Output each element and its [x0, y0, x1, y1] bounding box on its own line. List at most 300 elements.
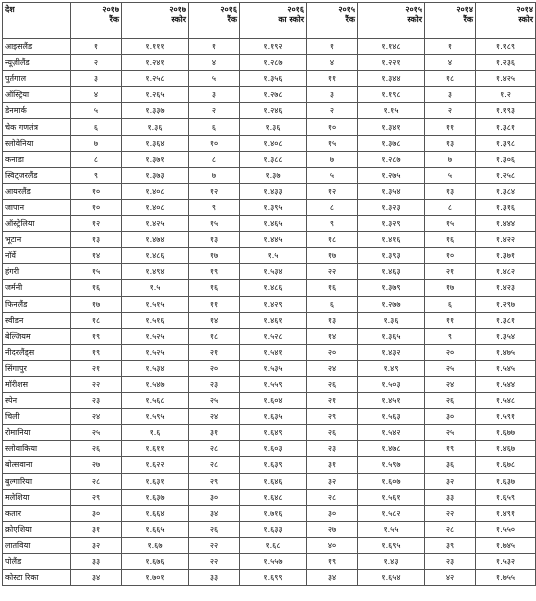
cell-2015-rank: २२ — [307, 264, 358, 280]
cell-2016-rank: ५ — [189, 71, 240, 87]
cell-2015-score: १.३६५ — [358, 328, 425, 344]
header-2016-rank: २०१६ रैंक — [189, 3, 240, 39]
cell-2017-rank: १८ — [71, 312, 122, 328]
cell-2017-score: १.४०८ — [122, 199, 189, 215]
cell-2016-rank: १ — [189, 39, 240, 55]
cell-2014-rank: ३२ — [425, 473, 476, 489]
cell-country: नॉर्वे — [3, 248, 71, 264]
cell-2016-rank: ३३ — [189, 570, 240, 586]
cell-2017-rank: ३२ — [71, 537, 122, 553]
cell-2015-rank: ७ — [307, 151, 358, 167]
cell-2015-score: १.५६३ — [358, 409, 425, 425]
cell-2014-score: १.२३६ — [476, 55, 536, 71]
cell-2014-score: १.४४४ — [476, 216, 536, 232]
cell-2014-score: १.७४५ — [476, 537, 536, 553]
cell-2015-rank: ४० — [307, 537, 358, 553]
cell-2015-score: १.५५ — [358, 521, 425, 537]
cell-2017-score: १.२६५ — [122, 87, 189, 103]
cell-2014-score: १.२ — [476, 87, 536, 103]
cell-2016-score: १.६३९ — [240, 457, 307, 473]
header-2015-score: २०१५ स्कोर — [358, 3, 425, 39]
cell-2017-score: १.४७४ — [122, 232, 189, 248]
cell-2015-score: १.५४२ — [358, 425, 425, 441]
cell-country: आइसलैंड — [3, 39, 71, 55]
cell-2015-score: १.५८२ — [358, 505, 425, 521]
cell-2016-rank: ९ — [189, 199, 240, 215]
cell-2015-score: १.२७७ — [358, 296, 425, 312]
header-2014-score: २०१४ स्कोर — [476, 3, 536, 39]
cell-2017-score: १.५१६ — [122, 312, 189, 328]
cell-2014-score: १.३१६ — [476, 199, 536, 215]
cell-2017-rank: ३१ — [71, 521, 122, 537]
cell-2016-score: १.५४१ — [240, 344, 307, 360]
cell-2016-score: १.६८ — [240, 537, 307, 553]
cell-2017-score: १.५३४ — [122, 360, 189, 376]
cell-2017-score: १.५९५ — [122, 409, 189, 425]
cell-2016-rank: ६ — [189, 119, 240, 135]
cell-2016-score: १.५२८ — [240, 328, 307, 344]
cell-2014-score: १.५४४ — [476, 376, 536, 392]
cell-2014-score: १.२५८ — [476, 167, 536, 183]
cell-2016-rank: २० — [189, 360, 240, 376]
cell-2015-rank: २६ — [307, 376, 358, 392]
cell-2015-rank: २९ — [307, 409, 358, 425]
cell-2016-rank: २१ — [189, 344, 240, 360]
cell-2016-score: १.३९५ — [240, 199, 307, 215]
cell-2015-score: १.१४८ — [358, 39, 425, 55]
cell-country: स्विट्जरलैंड — [3, 167, 71, 183]
table-row — [3, 39, 536, 55]
cell-2016-rank: ३ — [189, 87, 240, 103]
cell-country: बेल्जियम — [3, 328, 71, 344]
cell-2016-score: १.४८६ — [240, 280, 307, 296]
cell-2017-rank: ४ — [71, 87, 122, 103]
cell-2017-score: १.२५८ — [122, 71, 189, 87]
table-header — [3, 3, 536, 39]
cell-country: ऑस्ट्रिया — [3, 87, 71, 103]
cell-2016-rank: २२ — [189, 537, 240, 553]
cell-2014-rank: १३ — [425, 183, 476, 199]
cell-2015-rank: २४ — [307, 360, 358, 376]
ranking-table-container — [2, 2, 533, 586]
cell-2017-score: १.३७३ — [122, 167, 189, 183]
cell-2015-rank: १० — [307, 119, 358, 135]
cell-2015-score: १.३७९ — [358, 280, 425, 296]
cell-2016-rank: २ — [189, 103, 240, 119]
header-2017-rank: २०१७ रैंक — [71, 3, 122, 39]
cell-2014-rank: २४ — [425, 376, 476, 392]
cell-country: जापान — [3, 199, 71, 215]
cell-2015-score: १.३२९ — [358, 216, 425, 232]
cell-2014-score: १.६७७ — [476, 425, 536, 441]
cell-2015-score: १.१५ — [358, 103, 425, 119]
table-row — [3, 425, 536, 441]
cell-country: कोस्टा रिका — [3, 570, 71, 586]
cell-2015-score: १.४५१ — [358, 393, 425, 409]
cell-2015-rank: १६ — [307, 280, 358, 296]
cell-2014-score: १.१८९ — [476, 39, 536, 55]
cell-2014-rank: ३९ — [425, 537, 476, 553]
cell-2016-score: १.६०४ — [240, 393, 307, 409]
cell-2017-score: १.६७६ — [122, 554, 189, 570]
cell-2016-rank: १७ — [189, 248, 240, 264]
cell-country: कतार — [3, 505, 71, 521]
cell-2016-score: १.१९२ — [240, 39, 307, 55]
cell-2017-score: १.५२५ — [122, 344, 189, 360]
cell-2017-rank: २ — [71, 55, 122, 71]
cell-2016-score: १.३७ — [240, 167, 307, 183]
cell-2016-rank: २५ — [189, 393, 240, 409]
table-row — [3, 570, 536, 586]
cell-country: आयरलैंड — [3, 183, 71, 199]
cell-2016-rank: २२ — [189, 554, 240, 570]
cell-2014-rank: २० — [425, 344, 476, 360]
cell-2014-rank: ६ — [425, 296, 476, 312]
cell-2016-rank: ८ — [189, 151, 240, 167]
cell-2014-rank: ५ — [425, 167, 476, 183]
cell-2016-score: १.५ — [240, 248, 307, 264]
cell-country: चिली — [3, 409, 71, 425]
cell-country: कनाडा — [3, 151, 71, 167]
cell-2014-rank: १९ — [425, 441, 476, 457]
cell-2017-score: १.३७१ — [122, 151, 189, 167]
table-row — [3, 103, 536, 119]
cell-2016-score: १.४४५ — [240, 232, 307, 248]
table-row — [3, 328, 536, 344]
cell-2015-score: १.३२३ — [358, 199, 425, 215]
cell-2015-score: १.४१६ — [358, 232, 425, 248]
cell-2016-score: १.३६ — [240, 119, 307, 135]
cell-2014-score: १.५९१ — [476, 409, 536, 425]
cell-2016-rank: १० — [189, 135, 240, 151]
cell-2014-score: १.५४८ — [476, 393, 536, 409]
cell-2017-score: १.५१५ — [122, 296, 189, 312]
cell-2015-score: १.१९८ — [358, 87, 425, 103]
cell-2014-score: १.६३७ — [476, 473, 536, 489]
cell-country: स्लोवेनिया — [3, 135, 71, 151]
cell-2017-score: १.५६८ — [122, 393, 189, 409]
cell-2016-rank: २४ — [189, 409, 240, 425]
cell-2015-score: १.३९३ — [358, 248, 425, 264]
cell-2017-rank: १५ — [71, 264, 122, 280]
cell-country: डेनमार्क — [3, 103, 71, 119]
cell-2014-rank: १७ — [425, 280, 476, 296]
table-row — [3, 71, 536, 87]
cell-2017-score: १.६६४ — [122, 505, 189, 521]
cell-country: न्यूज़ीलैंड — [3, 55, 71, 71]
cell-2017-rank: १४ — [71, 248, 122, 264]
cell-2017-rank: १९ — [71, 328, 122, 344]
cell-2014-rank: ८ — [425, 199, 476, 215]
cell-2016-score: १.६३५ — [240, 409, 307, 425]
cell-2016-score: १.६३३ — [240, 521, 307, 537]
cell-2014-score: १.३८१ — [476, 312, 536, 328]
cell-2017-score: १.६३७ — [122, 489, 189, 505]
cell-country: स्लोवाकिया — [3, 441, 71, 457]
table-row — [3, 232, 536, 248]
table-row — [3, 360, 536, 376]
table-row — [3, 167, 536, 183]
cell-country: मलेशिया — [3, 489, 71, 505]
cell-2014-score: १.४२५ — [476, 71, 536, 87]
table-row — [3, 344, 536, 360]
cell-2017-rank: २२ — [71, 376, 122, 392]
cell-2016-score: १.४६१ — [240, 312, 307, 328]
cell-2017-score: १.७०१ — [122, 570, 189, 586]
cell-country: रोमानिया — [3, 425, 71, 441]
cell-2015-rank: ९ — [307, 216, 358, 232]
cell-2017-score: १.६७ — [122, 537, 189, 553]
cell-2016-score: १.५३४ — [240, 264, 307, 280]
cell-2014-rank: ४२ — [425, 570, 476, 586]
cell-2016-score: १.४३३ — [240, 183, 307, 199]
cell-2016-score: १.४०८ — [240, 135, 307, 151]
cell-2015-score: १.५०३ — [358, 376, 425, 392]
cell-2017-rank: ५ — [71, 103, 122, 119]
cell-2017-score: १.६११ — [122, 441, 189, 457]
cell-country: मॉरीशस — [3, 376, 71, 392]
cell-2017-score: १.४२५ — [122, 216, 189, 232]
cell-country: ऑस्ट्रेलिया — [3, 216, 71, 232]
cell-2017-rank: २७ — [71, 457, 122, 473]
cell-2016-rank: १५ — [189, 216, 240, 232]
cell-2014-rank: १ — [425, 39, 476, 55]
cell-2016-score: १.२७८ — [240, 87, 307, 103]
cell-2016-rank: २९ — [189, 473, 240, 489]
cell-2016-rank: ४ — [189, 55, 240, 71]
cell-2014-rank: ३ — [425, 87, 476, 103]
cell-2015-rank: ५ — [307, 167, 358, 183]
table-row — [3, 264, 536, 280]
cell-2017-score: १.२४१ — [122, 55, 189, 71]
cell-2015-rank: ३० — [307, 505, 358, 521]
cell-2017-score: १.५४७ — [122, 376, 189, 392]
cell-2016-score: १.७१६ — [240, 505, 307, 521]
table-row — [3, 183, 536, 199]
cell-2015-score: १.२७५ — [358, 167, 425, 183]
cell-country: भूटान — [3, 232, 71, 248]
cell-2014-score: १.६७८ — [476, 457, 536, 473]
cell-2017-rank: १३ — [71, 232, 122, 248]
cell-2014-rank: ३६ — [425, 457, 476, 473]
cell-2015-score: १.४३ — [358, 554, 425, 570]
peace-index-table — [2, 2, 536, 586]
cell-country: हंगरी — [3, 264, 71, 280]
cell-2017-rank: ३० — [71, 505, 122, 521]
cell-2015-score: १.५६१ — [358, 489, 425, 505]
cell-2017-rank: १२ — [71, 216, 122, 232]
cell-2015-rank: २१ — [307, 393, 358, 409]
cell-country: पोलैंड — [3, 554, 71, 570]
cell-2015-score: १.३६ — [358, 312, 425, 328]
cell-2015-rank: २३ — [307, 441, 358, 457]
cell-2015-score: १.३४४ — [358, 71, 425, 87]
cell-2017-rank: २८ — [71, 473, 122, 489]
cell-2014-rank: २ — [425, 103, 476, 119]
cell-2017-rank: ३ — [71, 71, 122, 87]
cell-2017-rank: ९ — [71, 167, 122, 183]
cell-2015-rank: १३ — [307, 312, 358, 328]
cell-2015-rank: २६ — [307, 425, 358, 441]
cell-2015-score: १.३५४ — [358, 183, 425, 199]
cell-2014-rank: २३ — [425, 554, 476, 570]
cell-2017-score: १.३६ — [122, 119, 189, 135]
cell-2016-score: १.५५९ — [240, 376, 307, 392]
cell-country: चेक गणतंत्र — [3, 119, 71, 135]
header-2017-score: २०१७ स्कोर — [122, 3, 189, 39]
cell-2014-rank: २५ — [425, 360, 476, 376]
cell-2015-rank: २ — [307, 103, 358, 119]
cell-2017-score: १.३६४ — [122, 135, 189, 151]
table-row — [3, 473, 536, 489]
cell-2014-rank: ३० — [425, 409, 476, 425]
cell-2017-rank: ८ — [71, 151, 122, 167]
table-row — [3, 296, 536, 312]
cell-2016-score: १.५३५ — [240, 360, 307, 376]
cell-2014-rank: ३३ — [425, 489, 476, 505]
table-row — [3, 554, 536, 570]
cell-2015-rank: ३ — [307, 87, 358, 103]
cell-2014-score: १.६५९ — [476, 489, 536, 505]
cell-2016-score: १.३८८ — [240, 151, 307, 167]
cell-2014-rank: ४ — [425, 55, 476, 71]
cell-2014-score: १.३७१ — [476, 248, 536, 264]
cell-2017-rank: १ — [71, 39, 122, 55]
table-row — [3, 135, 536, 151]
cell-country: बोत्सवाना — [3, 457, 71, 473]
cell-2017-rank: २९ — [71, 489, 122, 505]
cell-2014-rank: ७ — [425, 151, 476, 167]
table-row — [3, 409, 536, 425]
cell-2016-rank: १३ — [189, 232, 240, 248]
cell-2016-rank: १२ — [189, 183, 240, 199]
cell-2016-rank: २३ — [189, 376, 240, 392]
cell-2014-rank: १८ — [425, 71, 476, 87]
cell-country: क्रोएशिया — [3, 521, 71, 537]
table-row — [3, 457, 536, 473]
cell-2015-score: १.४९ — [358, 360, 425, 376]
cell-country: जर्मनी — [3, 280, 71, 296]
cell-2017-score: १.५ — [122, 280, 189, 296]
cell-2016-score: १.६४८ — [240, 489, 307, 505]
cell-2016-score: १.६०३ — [240, 441, 307, 457]
table-row — [3, 216, 536, 232]
cell-2017-rank: १९ — [71, 344, 122, 360]
cell-2017-rank: १६ — [71, 280, 122, 296]
cell-2015-score: १.४३२ — [358, 344, 425, 360]
cell-2014-rank: १३ — [425, 135, 476, 151]
cell-2015-score: १.४७८ — [358, 441, 425, 457]
cell-2015-rank: ३१ — [307, 457, 358, 473]
cell-2016-score: १.४२९ — [240, 296, 307, 312]
cell-2015-rank: ३२ — [307, 473, 358, 489]
cell-2016-rank: ३० — [189, 489, 240, 505]
cell-2017-score: १.६३१ — [122, 473, 189, 489]
cell-2015-rank: २० — [307, 344, 358, 360]
cell-2015-rank: ४ — [307, 55, 358, 71]
cell-2015-score: १.३७८ — [358, 135, 425, 151]
table-row — [3, 441, 536, 457]
cell-2015-score: १.३४१ — [358, 119, 425, 135]
cell-2017-score: १.३३७ — [122, 103, 189, 119]
cell-2017-rank: १० — [71, 199, 122, 215]
table-row — [3, 248, 536, 264]
cell-2017-score: १.६६५ — [122, 521, 189, 537]
cell-2015-rank: १२ — [307, 183, 358, 199]
cell-2014-rank: २२ — [425, 505, 476, 521]
cell-country: फिनलैंड — [3, 296, 71, 312]
cell-2015-rank: ६ — [307, 296, 358, 312]
cell-2014-score: १.३८४ — [476, 183, 536, 199]
table-row — [3, 280, 536, 296]
cell-2015-rank: २७ — [307, 521, 358, 537]
header-country: देश — [3, 3, 71, 39]
cell-2014-score: १.४८२ — [476, 264, 536, 280]
cell-country: बुल्गारिया — [3, 473, 71, 489]
cell-2016-score: १.६४६ — [240, 473, 307, 489]
cell-2015-score: १.५९७ — [358, 457, 425, 473]
cell-2015-score: १.२२१ — [358, 55, 425, 71]
cell-country: स्वीडन — [3, 312, 71, 328]
cell-2016-rank: २६ — [189, 521, 240, 537]
table-row — [3, 393, 536, 409]
cell-2016-score: १.३५६ — [240, 71, 307, 87]
cell-2014-score: १.३८१ — [476, 119, 536, 135]
cell-2016-rank: २८ — [189, 441, 240, 457]
cell-2016-score: १.२४६ — [240, 103, 307, 119]
cell-2014-score: १.४७५ — [476, 344, 536, 360]
cell-2014-rank: ९ — [425, 328, 476, 344]
cell-2014-score: १.५४५ — [476, 360, 536, 376]
cell-2017-rank: २१ — [71, 360, 122, 376]
cell-2014-score: १.५३२ — [476, 554, 536, 570]
cell-2015-score: १.४६३ — [358, 264, 425, 280]
cell-2014-score: १.४२३ — [476, 280, 536, 296]
cell-2017-rank: २४ — [71, 409, 122, 425]
cell-2017-score: १.५२५ — [122, 328, 189, 344]
cell-2016-rank: १४ — [189, 312, 240, 328]
table-row — [3, 537, 536, 553]
cell-2015-rank: १९ — [307, 554, 358, 570]
cell-2014-rank: ११ — [425, 119, 476, 135]
cell-country: स्पेन — [3, 393, 71, 409]
table-row — [3, 199, 536, 215]
cell-2017-score: १.४९४ — [122, 264, 189, 280]
table-row — [3, 505, 536, 521]
cell-2016-rank: १६ — [189, 280, 240, 296]
cell-2016-score: १.६९९ — [240, 570, 307, 586]
cell-2016-score: १.५५७ — [240, 554, 307, 570]
header-2015-rank: २०१५ रैंक — [307, 3, 358, 39]
cell-2017-rank: १० — [71, 183, 122, 199]
cell-2014-rank: १६ — [425, 232, 476, 248]
cell-2014-score: १.३९८ — [476, 135, 536, 151]
cell-2017-rank: २३ — [71, 393, 122, 409]
cell-2017-score: १.६ — [122, 425, 189, 441]
cell-2015-rank: १७ — [307, 248, 358, 264]
cell-2016-rank: ३१ — [189, 425, 240, 441]
cell-2016-rank: २८ — [189, 457, 240, 473]
cell-2014-score: १.३०६ — [476, 151, 536, 167]
cell-2017-rank: ३३ — [71, 554, 122, 570]
table-row — [3, 151, 536, 167]
cell-2014-rank: ११ — [425, 312, 476, 328]
cell-2014-score: १.३५४ — [476, 328, 536, 344]
cell-2017-rank: २५ — [71, 425, 122, 441]
cell-2015-rank: ८ — [307, 199, 358, 215]
cell-2017-rank: १७ — [71, 296, 122, 312]
cell-country: पुर्तगाल — [3, 71, 71, 87]
